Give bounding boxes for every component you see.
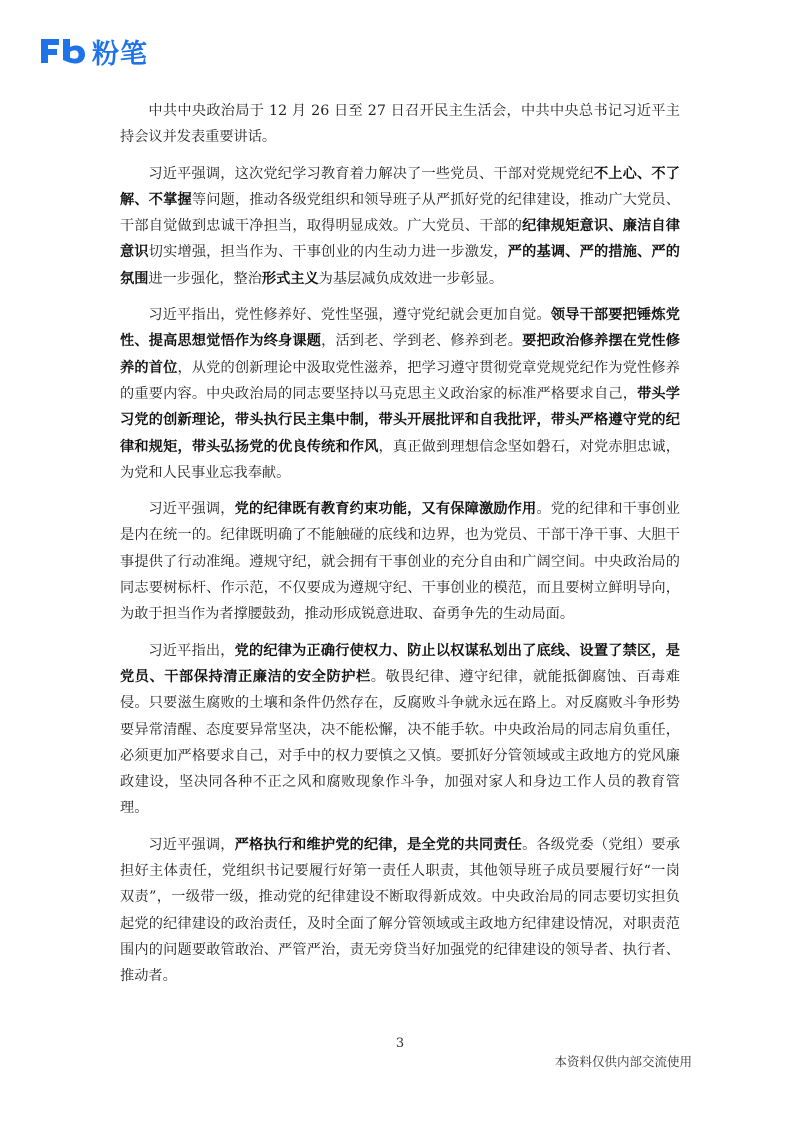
text-run: 习近平指出，党性修养好、党性坚强，遵守党纪就会更加自觉。 bbox=[148, 307, 551, 324]
bold-text-run: 领导干部要把锤炼党性、提高思想觉悟作为终身课题 bbox=[120, 307, 680, 350]
text-run: 中共中央政治局于 12 月 26 日至 27 日召开民主生活会，中共中央总书记习近平主持会议并发表重要讲话。 bbox=[120, 103, 680, 146]
bold-text-run: 不上心、不了解、不掌握 bbox=[120, 165, 680, 208]
bold-text-run: 要把政治修养摆在党性修养的首位 bbox=[120, 333, 680, 376]
text-run: 。各级党委（党组）要承担好主体责任，党组织书记要履行好第一责任人职责，其他领导班子成员要履行好“一岗双责”，一级带一级，推动党的纪律建设不断取得新成效。中央政治局的同志要切实担负起党的纪律建设的政治责任，及时全面了解分管领域或主政地方纪律建设情况，对职责范围内的问题要敢管敢治、严管严治，责无旁贷当好加强党的纪律建设的领导者、执行者、推动者。 bbox=[120, 836, 680, 985]
text-run: 习近平强调， bbox=[148, 836, 235, 853]
logo-text: 粉笔 bbox=[92, 38, 148, 70]
text-run: 习近平强调，这次党纪学习教育着力解决了一些党员、干部对党规党纪 bbox=[148, 165, 594, 182]
text-run: 。敬畏纪律、遵守纪律，就能抵御腐蚀、百毒难侵。只要滋生腐败的土壤和条件仍然存在，反腐败斗争就永远在路上。对反腐败斗争形势要异常清醒、态度要异常坚决，决不能松懈，决不能手软。中央政治局的同志肩负重任，必须更加严格要求自己，对手中的权力要慎之又慎。要抓好分管领域或主政地方的党风廉政建设，坚决同各种不正之风和腐败现象作斗争，加强对家人和身边工作人员的教育管理。 bbox=[120, 668, 680, 817]
paragraph bbox=[120, 161, 680, 292]
text-run: 。党的纪律和干事创业是内在统一的。纪律既明确了不能触碰的底线和边界，也为党员、干部干净干事、大胆干事提供了行动准绳。遵规守纪，就会拥有干事创业的充分自由和广阔空间。中央政治局的同志要树标杆、作示范，不仅要成为遵规守纪、干事创业的模范，而且要树立鲜明导向，为敢于担当作为者撑腰鼓劲，推动形成锐意进取、奋勇争先的生动局面。 bbox=[120, 501, 680, 623]
text-run: 等问题，推动各级党组织和领导班子从严抓好党的纪律建设，推动广大党员、干部自觉做到忠诚干净担当，取得明显成效。广大党员、干部的 bbox=[120, 191, 680, 235]
bold-text-run: 党的纪律为正确行使权力、防止以权谋私划出了底线、设置了禁区，是党员、干部保持清正廉洁的安全防护栏 bbox=[120, 642, 680, 685]
text-run: ，真正做到理想信念坚如磐石，对党赤胆忠诚，为党和人民事业忘我奉献。 bbox=[120, 438, 680, 481]
text-run: ，活到老、学到老、修养到老。 bbox=[321, 333, 523, 350]
text-run: ，从党的创新理论中汲取党性滋养，把学习遵守贯彻党章党规党纪作为党性修养的重要内容。中央政治局的同志要坚持以马克思主义政治家的标准严格要求自己， bbox=[120, 359, 680, 402]
paragraph bbox=[120, 638, 680, 822]
bold-text-run: 带头学习党的创新理论，带头执行民主集中制，带头开展批评和自我批评，带头严格遵守党的纪律和规矩，带头弘扬党的优良传统和作风 bbox=[120, 385, 680, 455]
paragraph bbox=[120, 302, 680, 486]
text-run: 进一步强化，整治 bbox=[148, 270, 262, 287]
bold-text-run: 纪律规矩意识、廉洁自律意识 bbox=[120, 218, 680, 261]
page-number: 3 bbox=[395, 1036, 405, 1051]
bold-text-run: 形式主义 bbox=[261, 270, 319, 287]
bold-text-run: 党的纪律既有教育约束功能，又有保障激励作用 bbox=[234, 501, 537, 518]
bold-text-run: 严格执行和维护党的纪律，是全党的共同责任 bbox=[234, 836, 523, 853]
fenbi-logo bbox=[38, 34, 148, 68]
footer-note: 本资料仅供内部交流使用 bbox=[554, 1054, 692, 1069]
text-run: 切实增强，担当作为、干事创业的内生动力进一步激发， bbox=[148, 244, 508, 261]
text-run: 习近平指出， bbox=[148, 642, 235, 659]
paragraph bbox=[120, 832, 680, 990]
paragraph bbox=[120, 496, 680, 627]
text-run: 习近平强调， bbox=[148, 501, 235, 518]
bold-text-run: 严的基调、严的措施、严的氛围 bbox=[120, 244, 680, 287]
paragraph bbox=[120, 98, 680, 151]
fenbi-logo-icon bbox=[38, 36, 88, 66]
text-run: 为基层减负成效进一步彰显。 bbox=[318, 270, 504, 287]
document-body bbox=[120, 98, 680, 1000]
